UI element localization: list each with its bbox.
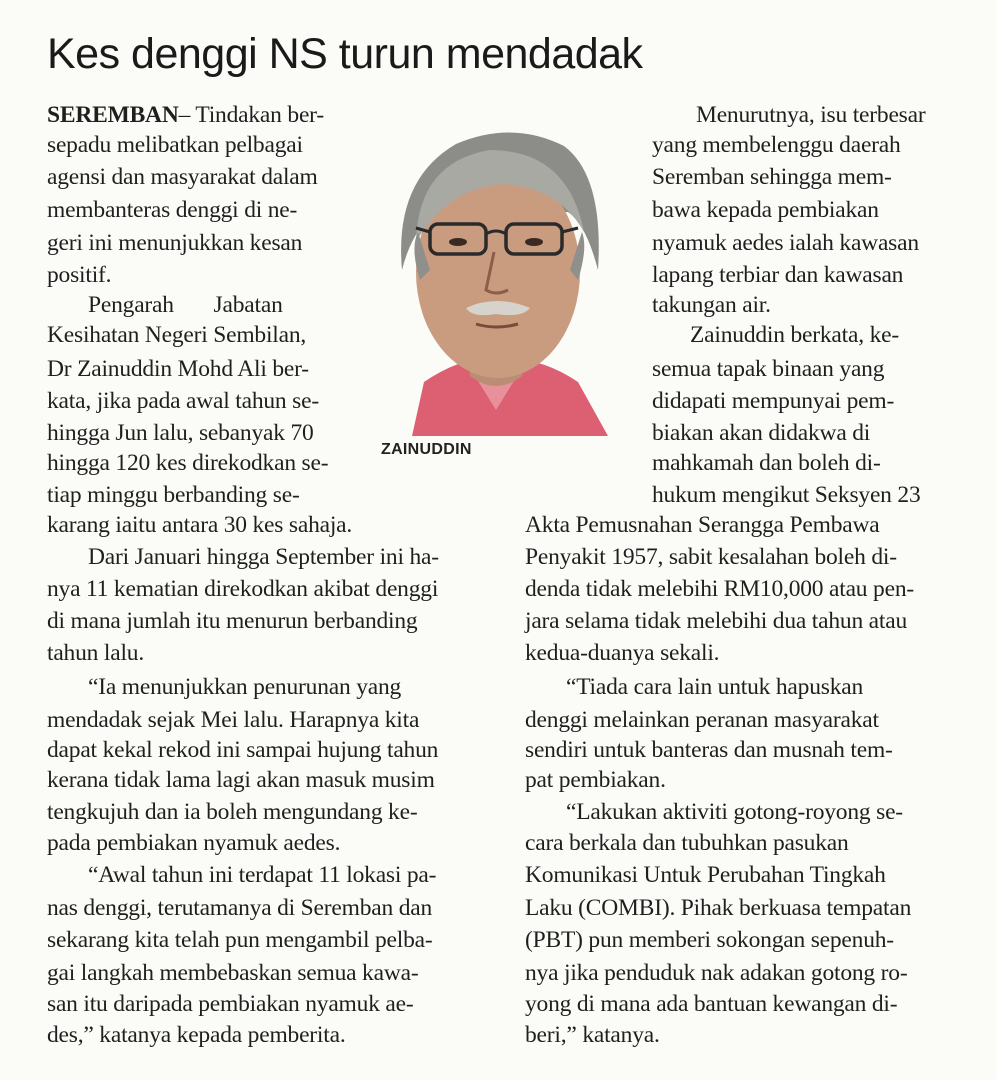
- article-line: kata, jika pada awal tahun se-: [47, 388, 319, 414]
- article-line: Menurutnya, isu terbesar: [696, 102, 926, 128]
- article-line: des,” katanya kepada pemberita.: [47, 1022, 346, 1048]
- article-line: hukum mengikut Seksyen 23: [652, 482, 921, 508]
- article-line: Dari Januari hingga September ini ha-: [88, 544, 439, 570]
- article-line: “Lakukan aktiviti gotong-royong se-: [566, 799, 903, 825]
- article-line: tahun lalu.: [47, 640, 144, 666]
- article-line: lapang terbiar dan kawasan: [652, 262, 904, 288]
- article-line: karang iaitu antara 30 kes sahaja.: [47, 512, 353, 538]
- article-line: sepadu melibatkan pelbagai: [47, 132, 303, 158]
- article-line: “Tiada cara lain untuk hapuskan: [566, 674, 864, 700]
- article-line: Zainuddin berkata, ke-: [690, 322, 899, 348]
- article-line: Penyakit 1957, sabit kesalahan boleh di-: [525, 544, 897, 570]
- photo-caption: ZAINUDDIN: [381, 441, 472, 458]
- headline: Kes denggi NS turun mendadak: [47, 30, 643, 78]
- portrait-photo: [372, 120, 618, 436]
- article-line: (PBT) pun memberi sokongan sepenuh-: [525, 927, 894, 953]
- article-line: nya 11 kematian direkodkan akibat denggi: [47, 576, 439, 602]
- article-line: semua tapak binaan yang: [652, 356, 885, 382]
- dateline: SEREMBAN: [47, 102, 179, 128]
- article-line: bawa kepada pembiakan: [652, 197, 879, 223]
- article-line: denda tidak melebihi RM10,000 atau pen-: [525, 576, 914, 602]
- article-line: pada pembiakan nyamuk aedes.: [47, 830, 341, 856]
- article-line: dapat kekal rekod ini sampai hujung tahun: [47, 737, 439, 763]
- article-line: positif.: [47, 262, 112, 288]
- article-line: beri,” katanya.: [525, 1022, 660, 1048]
- article-line: Pengarah Jabatan: [88, 292, 283, 318]
- article-line: SEREMBAN– Tindakan ber-: [47, 102, 324, 128]
- article-line: Seremban sehingga mem-: [652, 164, 892, 190]
- article-line: hingga 120 kes direkodkan se-: [47, 450, 329, 476]
- article-line: Laku (COMBI). Pihak berkuasa tempatan: [525, 895, 912, 921]
- article-line: jara selama tidak melebihi dua tahun atau: [525, 608, 908, 634]
- article-line: cara berkala dan tubuhkan pasukan: [525, 830, 849, 856]
- article-line: pat pembiakan.: [525, 767, 666, 793]
- article-line: nyamuk aedes ialah kawasan: [652, 230, 919, 256]
- article-line: yang membelenggu daerah: [652, 132, 901, 158]
- article-line: yong di mana ada bantuan kewangan di-: [525, 991, 898, 1017]
- article-line: nya jika penduduk nak adakan gotong ro-: [525, 960, 908, 986]
- article-line: Kesihatan Negeri Sembilan,: [47, 322, 307, 348]
- article-line: san itu daripada pembiakan nyamuk ae-: [47, 991, 414, 1017]
- article-line: di mana jumlah itu menurun berbanding: [47, 608, 418, 634]
- article-line: mendadak sejak Mei lalu. Harapnya kita: [47, 707, 420, 733]
- article-line: agensi dan masyarakat dalam: [47, 164, 318, 190]
- article-line: hingga Jun lalu, sebanyak 70: [47, 420, 314, 446]
- article-line: tiap minggu berbanding se-: [47, 482, 300, 508]
- article-line: “Awal tahun ini terdapat 11 lokasi pa-: [88, 862, 437, 888]
- article-line: kedua-duanya sekali.: [525, 640, 720, 666]
- article-line: kerana tidak lama lagi akan masuk musim: [47, 767, 435, 793]
- article-line: takungan air.: [652, 292, 771, 318]
- article-line: membanteras denggi di ne-: [47, 197, 298, 223]
- article-line: Komunikasi Untuk Perubahan Tingkah: [525, 862, 886, 888]
- article-line: nas denggi, terutamanya di Seremban dan: [47, 895, 433, 921]
- article-line: tengkujuh dan ia boleh mengundang ke-: [47, 799, 418, 825]
- article-line: sekarang kita telah pun mengambil pelba-: [47, 927, 433, 953]
- article-line: Dr Zainuddin Mohd Ali ber-: [47, 356, 309, 382]
- article-line: Akta Pemusnahan Serangga Pembawa: [525, 512, 880, 538]
- article-line: “Ia menunjukkan penurunan yang: [88, 674, 402, 700]
- article-line: mahkamah dan boleh di-: [652, 450, 881, 476]
- article-line: gai langkah membebaskan semua kawa-: [47, 960, 419, 986]
- article-line: geri ini menunjukkan kesan: [47, 230, 303, 256]
- article-line: denggi melainkan peranan masyarakat: [525, 707, 879, 733]
- article-line: biakan akan didakwa di: [652, 420, 871, 446]
- article-line: didapati mempunyai pem-: [652, 388, 895, 414]
- article-line: sendiri untuk banteras dan musnah tem-: [525, 737, 893, 763]
